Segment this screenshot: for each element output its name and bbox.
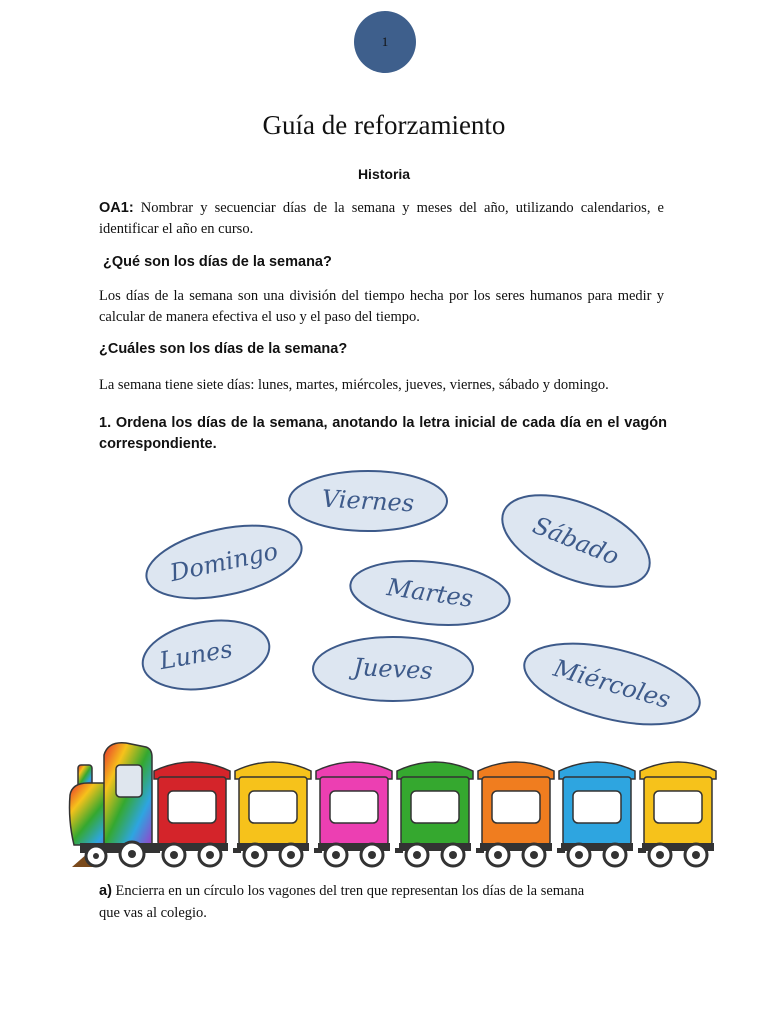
objective-code: OA1: <box>99 200 134 216</box>
page-title: Guía de reforzamiento <box>262 110 506 140</box>
wagon <box>233 762 311 866</box>
day-bubble-jueves <box>313 637 473 701</box>
wagon <box>152 762 230 866</box>
day-bubble-sabado <box>489 477 662 606</box>
page-number-badge <box>354 11 416 73</box>
day-bubble-domingo <box>140 513 308 610</box>
question-2-heading: ¿Cuáles son los días de la semana? <box>99 341 348 357</box>
task-a-text: Encierra en un círculo los vagones del tren que representan los días de la semana que vas al colegio. <box>99 883 585 921</box>
wagon <box>638 762 716 866</box>
wagon-row <box>152 762 716 866</box>
subject-heading: Historia <box>357 166 411 182</box>
day-label: Lunes <box>157 634 235 676</box>
question-2-answer: La semana tiene siete días: lunes, martes, miércoles, jueves, viernes, sábado y domingo. <box>99 377 609 393</box>
question-1-heading: ¿Qué son los días de la semana? <box>103 254 332 270</box>
day-label: Martes <box>385 573 475 613</box>
wagon <box>314 762 392 866</box>
task-a-instructions <box>99 880 599 924</box>
objective-paragraph <box>99 198 664 240</box>
wagon <box>476 762 554 866</box>
day-bubble-miercoles <box>516 628 708 730</box>
objective-text: Nombrar y secuenciar días de la semana y meses del año, utilizando calendarios, e identificar el año en curso. <box>99 200 664 237</box>
locomotive <box>70 743 159 867</box>
day-bubble-viernes <box>289 471 447 531</box>
wagon <box>395 762 473 866</box>
task-a-label: a) <box>99 883 112 899</box>
day-label: Sábado <box>528 511 624 571</box>
day-label: Domingo <box>167 536 281 588</box>
wagon <box>557 762 635 866</box>
page-number: 1 <box>381 34 389 49</box>
day-label: Miércoles <box>550 654 674 714</box>
question-1-answer: Los días de la semana son una división del tiempo hecha por los seres humanos para medir y calcular de manera efectiva el uso y el paso del tiempo. <box>99 288 664 325</box>
day-label: Viernes <box>321 484 415 518</box>
day-label: Jueves <box>352 652 434 686</box>
task-1-instructions: 1. Ordena los días de la semana, anotando la letra inicial de cada día en el vagón correspondiente. <box>99 415 667 452</box>
train-illustration <box>60 735 730 875</box>
day-bubble-lunes <box>137 611 275 698</box>
day-bubbles-area <box>0 460 768 730</box>
day-bubble-martes <box>347 554 513 632</box>
